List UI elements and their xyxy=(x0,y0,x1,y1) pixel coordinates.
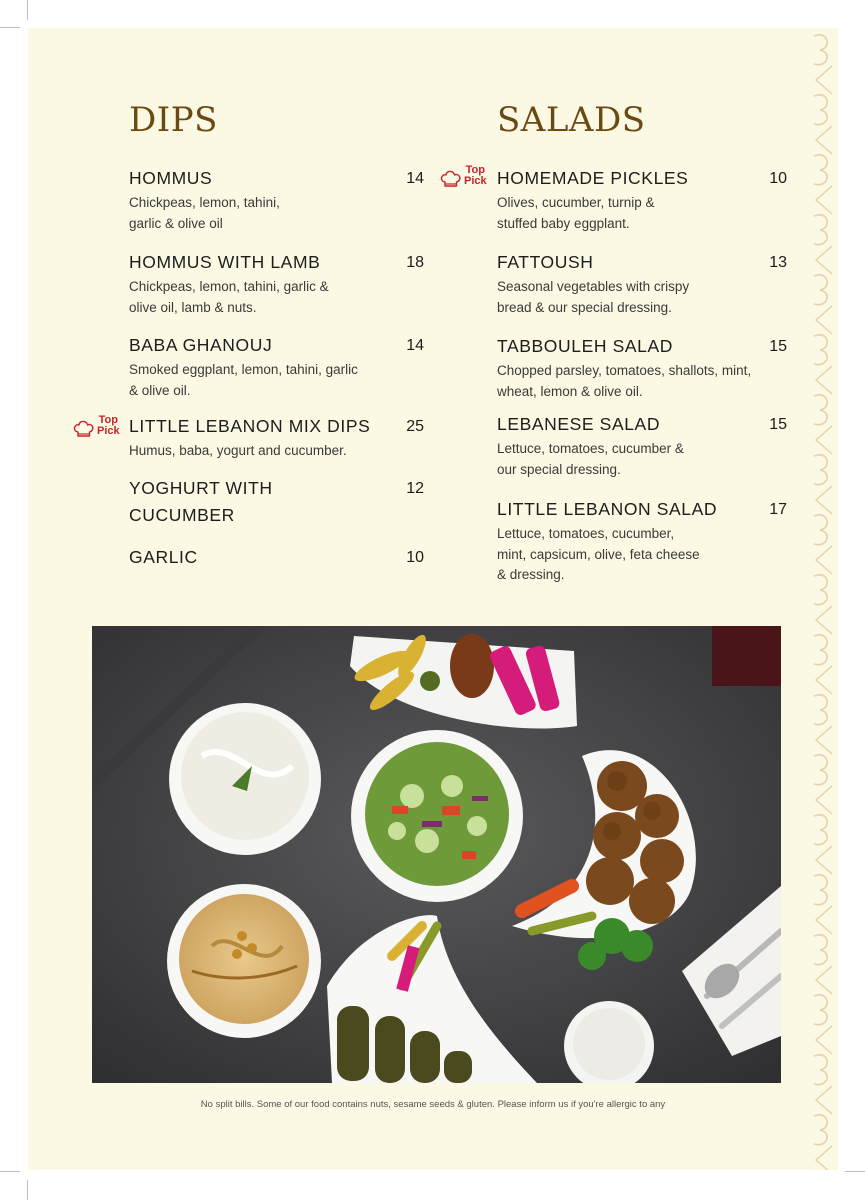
item-price: 25 xyxy=(406,418,424,435)
menu-item-tabbouleh-salad xyxy=(497,333,787,402)
menu-item-little-lebanon-salad xyxy=(497,496,787,586)
menu-item-hommus xyxy=(129,165,424,234)
crop-mark xyxy=(845,1171,865,1172)
top-pick-badge xyxy=(439,166,495,194)
chef-hat-icon xyxy=(439,167,463,191)
item-description: Olives, cucumber, turnip & stuffed baby eggplant. xyxy=(497,195,655,231)
item-description: Lettuce, tomatoes, cucumber & our special dressing. xyxy=(497,441,684,477)
badge-label: Top Pick xyxy=(97,414,120,437)
item-description: Chickpeas, lemon, tahini, garlic & olive oil, lamb & nuts. xyxy=(129,279,329,315)
chef-hat-icon xyxy=(72,417,96,441)
crop-mark xyxy=(27,1180,28,1200)
item-name: FATTOUSH xyxy=(497,252,594,272)
menu-item-garlic xyxy=(129,544,424,571)
menu-item-fattoush xyxy=(497,249,787,318)
menu-item-yoghurt-with-cucumber xyxy=(129,475,424,529)
item-description: Chickpeas, lemon, tahini, garlic & olive oil xyxy=(129,195,280,231)
item-name: BABA GHANOUJ xyxy=(129,335,273,355)
item-description: Smoked eggplant, lemon, tahini, garlic & olive oil. xyxy=(129,362,358,398)
item-price: 18 xyxy=(406,254,424,271)
item-name: TABBOULEH SALAD xyxy=(497,336,673,356)
item-name: LEBANESE SALAD xyxy=(497,414,661,434)
item-name: GARLIC xyxy=(129,547,198,567)
dips-section-title: DIPS xyxy=(129,100,218,140)
item-name: HOMEMADE PICKLES xyxy=(497,168,689,188)
decorative-border xyxy=(810,28,838,1170)
crop-mark xyxy=(27,0,28,20)
item-name: LITTLE LEBANON SALAD xyxy=(497,499,718,519)
item-price: 12 xyxy=(406,480,424,497)
item-price: 17 xyxy=(769,501,787,518)
menu-item-little-lebanon-mix-dips xyxy=(129,413,424,462)
item-price: 10 xyxy=(406,549,424,566)
crop-mark xyxy=(0,27,20,28)
food-photo xyxy=(92,626,781,1083)
item-price: 13 xyxy=(769,254,787,271)
menu-item-lebanese-salad xyxy=(497,411,787,480)
item-name: HOMMUS WITH LAMB xyxy=(129,252,321,272)
item-price: 15 xyxy=(769,416,787,433)
item-price: 14 xyxy=(406,337,424,354)
menu-item-baba-ghanouj xyxy=(129,332,424,401)
badge-label: Top Pick xyxy=(464,164,487,187)
item-description: Seasonal vegetables with crispy bread & our special dressing. xyxy=(497,279,690,315)
item-description: Lettuce, tomatoes, cucumber, mint, capsicum, olive, feta cheese & dressing. xyxy=(497,526,700,582)
crop-mark xyxy=(0,1171,20,1172)
item-name: LITTLE LEBANON MIX DIPS xyxy=(129,416,371,436)
item-price: 15 xyxy=(769,338,787,355)
menu-item-homemade-pickles xyxy=(497,165,787,234)
top-pick-badge xyxy=(72,416,128,444)
item-name: YOGHURT WITH CUCUMBER xyxy=(129,478,273,525)
item-price: 10 xyxy=(769,170,787,187)
item-description: Humus, baba, yogurt and cucumber. xyxy=(129,443,347,458)
item-price: 14 xyxy=(406,170,424,187)
item-description: Chopped parsley, tomatoes, shallots, mint, wheat, lemon & olive oil. xyxy=(497,363,752,399)
item-name: HOMMUS xyxy=(129,168,213,188)
allergy-notice: No split bills. Some of our food contains nuts, sesame seeds & gluten. Please inform us if you're allergic to any xyxy=(200,1099,666,1110)
menu-item-hommus-with-lamb xyxy=(129,249,424,318)
salads-section-title: SALADS xyxy=(497,100,646,140)
